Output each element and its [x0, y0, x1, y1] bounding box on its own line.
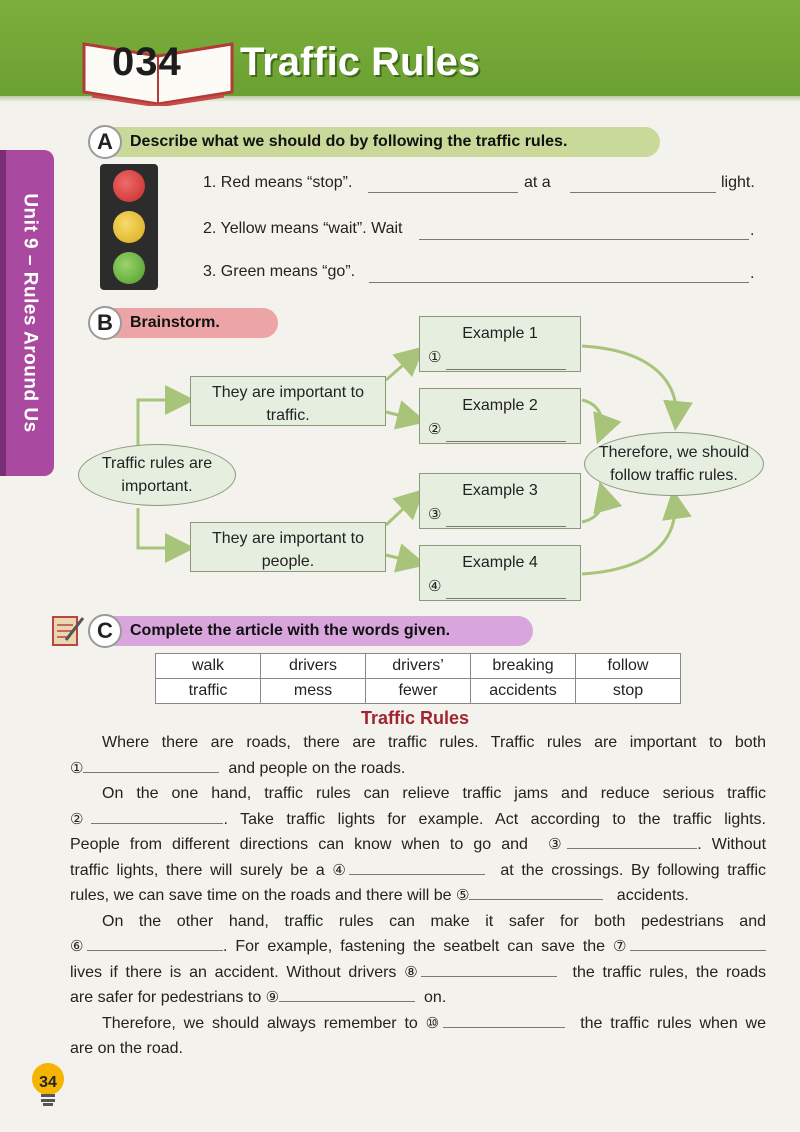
example-1-box[interactable]	[419, 316, 581, 372]
red-light-icon	[113, 170, 145, 202]
article-text: rules, we can save time on the roads and there will be	[70, 887, 452, 904]
article-line	[70, 756, 766, 782]
article-text: . For example, fastening the seatbelt can save the	[222, 938, 606, 955]
word-cell: fewer	[366, 679, 471, 704]
blank-num-4: ④	[332, 860, 350, 879]
article-blank-9[interactable]	[279, 986, 415, 1002]
article-text: and people on the roads.	[228, 759, 406, 777]
article-line	[70, 832, 766, 858]
article-text: are safer for pedestrians to	[70, 989, 262, 1006]
blank-num-7: ⑦	[613, 937, 631, 955]
article-line: On the other hand, traffic rules can make it safer for both pedestrians and	[102, 912, 766, 930]
line-1-text: 1. Red means “stop”.	[203, 174, 353, 191]
example-3-num: ③	[428, 505, 442, 523]
article-line	[70, 934, 766, 960]
line-1-end: light.	[721, 174, 755, 191]
article-line	[70, 1011, 766, 1037]
article-line: Where there are roads, there are traffic rules. Traffic rules are important to both	[102, 734, 766, 751]
section-b-letter: B	[88, 306, 122, 340]
example-1-blank[interactable]	[446, 369, 566, 370]
example-2-blank[interactable]	[446, 441, 566, 442]
word-cell: follow	[576, 654, 681, 679]
line-2-end: .	[750, 222, 755, 239]
example-4-label: Example 4	[462, 554, 538, 571]
article-blank-1[interactable]	[83, 757, 219, 773]
word-cell: stop	[576, 679, 681, 704]
center-idea-oval: Traffic rules are important.	[78, 444, 236, 506]
word-cell: drivers	[261, 654, 366, 679]
article-blank-7[interactable]	[630, 935, 766, 951]
side-tab-label: Unit 9 – Rules Around Us	[20, 193, 42, 433]
article-line: are on the road.	[70, 1040, 183, 1057]
answer-blank-3[interactable]	[369, 282, 749, 283]
article-text: on.	[424, 989, 447, 1006]
section-b-instruction: Brainstorm.	[130, 314, 220, 331]
article-blank-8[interactable]	[421, 961, 557, 977]
blank-num-2: ②	[70, 809, 92, 828]
article-line	[70, 883, 766, 909]
answer-blank-1b[interactable]	[570, 192, 716, 193]
word-bank-table	[155, 653, 681, 704]
yellow-light-icon	[113, 211, 145, 243]
example-3-box[interactable]	[419, 473, 581, 529]
word-cell: accidents	[471, 679, 576, 704]
branch-people-box: They are important to people.	[190, 522, 386, 572]
example-3-blank[interactable]	[446, 526, 566, 527]
article-text: People from different directions can know when to go and	[70, 836, 528, 853]
article-blank-6[interactable]	[87, 935, 223, 951]
article-blank-5[interactable]	[469, 884, 603, 900]
article-line	[70, 807, 766, 833]
article-body	[70, 730, 766, 1062]
article-text: at the crossings. By following traffic	[500, 861, 767, 879]
example-1-num: ①	[428, 348, 442, 366]
example-4-num: ④	[428, 577, 442, 595]
article-text: accidents.	[616, 887, 689, 904]
article-blank-4[interactable]	[349, 859, 485, 875]
example-2-label: Example 2	[462, 397, 538, 414]
word-cell: mess	[261, 679, 366, 704]
conclusion-oval: Therefore, we should follow traffic rules.	[584, 432, 764, 496]
article-blank-10[interactable]	[443, 1012, 565, 1028]
article-text: the traffic rules, the roads	[572, 963, 767, 981]
answer-blank-1a[interactable]	[368, 192, 518, 193]
notepad-pencil-icon	[50, 612, 86, 648]
article-line: On the one hand, traffic rules can relieve traffic jams and reduce serious traffic	[102, 785, 766, 802]
word-cell: breaking	[471, 654, 576, 679]
blank-num-8: ⑧	[404, 962, 421, 981]
word-cell: walk	[156, 654, 261, 679]
blank-num-3: ③	[548, 835, 568, 853]
blank-num-10: ⑩	[425, 1013, 443, 1032]
article-text: the traffic rules when we	[580, 1014, 767, 1032]
blank-num-9: ⑨	[265, 988, 280, 1006]
unit-number: 034	[112, 40, 182, 84]
section-a-instruction: Describe what we should do by following the traffic rules.	[130, 133, 568, 150]
section-a-letter: A	[88, 125, 122, 159]
article-text: traffic lights, there will surely be a	[70, 861, 325, 879]
blank-num-1: ①	[70, 758, 84, 777]
page-title: Traffic Rules	[240, 40, 481, 84]
page-number: 34	[39, 1074, 57, 1091]
article-title: Traffic Rules	[360, 708, 470, 728]
article-line	[70, 858, 766, 884]
line-3-text: 3. Green means “go”.	[203, 263, 356, 280]
example-3-label: Example 3	[462, 482, 538, 499]
article-text: . Without	[697, 836, 767, 853]
branch-traffic-box: They are important to traffic.	[190, 376, 386, 426]
example-2-box[interactable]	[419, 388, 581, 444]
line-3-end: .	[750, 265, 755, 282]
line-1-mid: at a	[524, 174, 551, 191]
line-2-text: 2. Yellow means “wait”. Wait	[203, 220, 403, 237]
article-blank-2[interactable]	[91, 808, 223, 824]
example-2-num: ②	[428, 420, 442, 438]
section-c-instruction: Complete the article with the words given.	[130, 622, 451, 639]
example-4-blank[interactable]	[446, 598, 566, 599]
example-1-label: Example 1	[462, 325, 538, 342]
article-line	[70, 985, 766, 1011]
article-text: . Take traffic lights for example. Act according to the traffic lights.	[223, 810, 766, 828]
article-line	[70, 960, 766, 986]
blank-num-6: ⑥	[70, 937, 87, 955]
word-cell: traffic	[156, 679, 261, 704]
article-text: Therefore, we should always remember to	[102, 1014, 418, 1032]
section-c-letter: C	[88, 614, 122, 648]
example-4-box[interactable]	[419, 545, 581, 601]
green-light-icon	[113, 252, 145, 284]
blank-num-5: ⑤	[456, 886, 470, 904]
word-cell: drivers’	[366, 654, 471, 679]
article-blank-3[interactable]	[567, 833, 697, 849]
article-text: lives if there is an accident. Without drivers	[70, 963, 397, 981]
answer-blank-2[interactable]	[419, 239, 749, 240]
